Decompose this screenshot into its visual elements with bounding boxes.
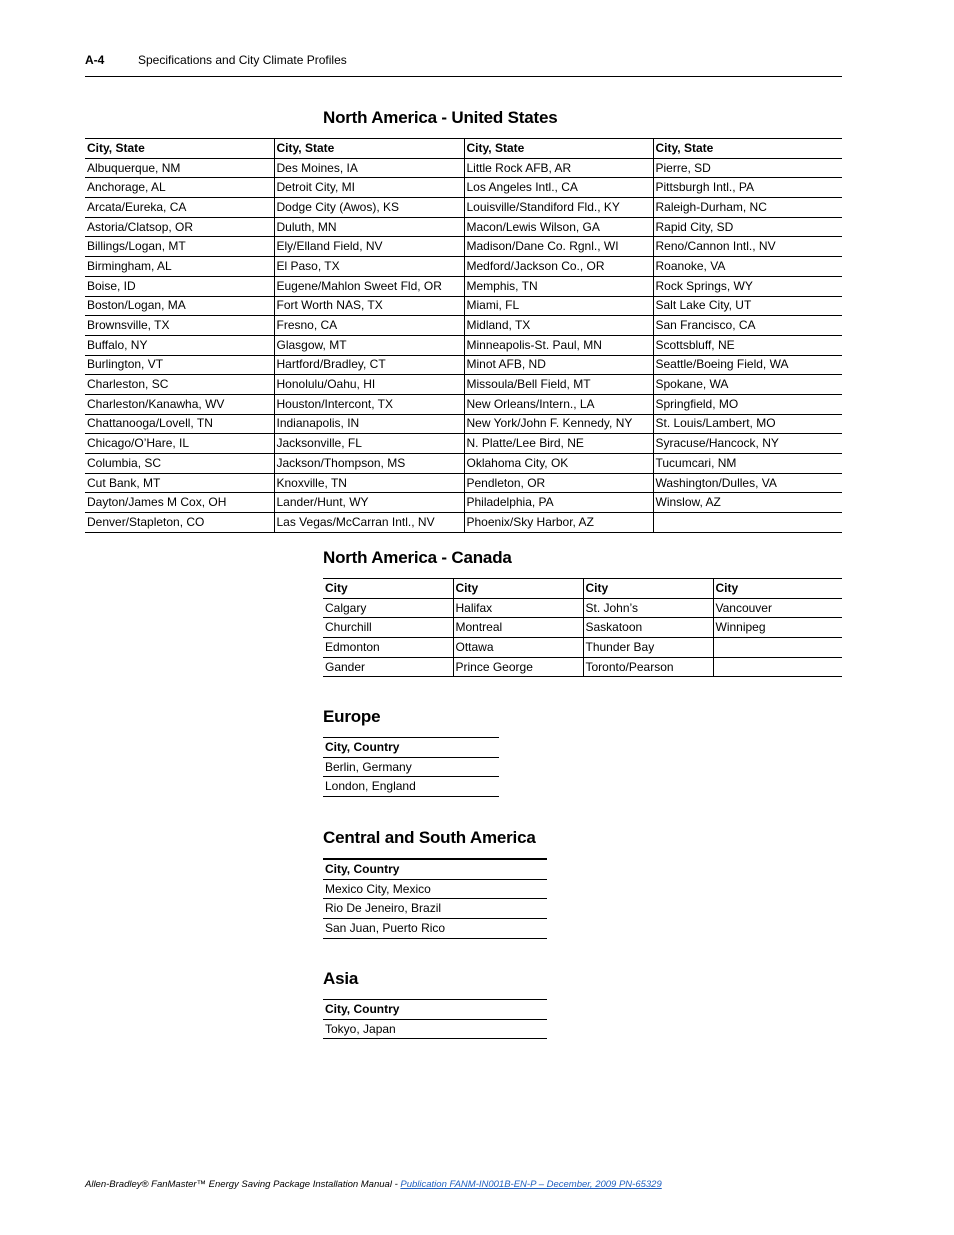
table-cell: Indianapolis, IN: [274, 414, 464, 434]
table-row: [85, 158, 842, 178]
canada-cities-table: [323, 578, 842, 677]
table-cell: Scottsbluff, NE: [653, 335, 842, 355]
table-cell: Los Angeles Intl., CA: [464, 178, 653, 198]
table-row: [323, 899, 547, 919]
table-row: [85, 276, 842, 296]
table-row: [323, 757, 499, 777]
table-cell: Louisville/Standiford Fld., KY: [464, 198, 653, 218]
table-row: [323, 598, 842, 618]
table-cell: Seattle/Boeing Field, WA: [653, 355, 842, 375]
table-row: [323, 1019, 547, 1039]
table-cell: Mexico City, Mexico: [323, 879, 547, 899]
table-cell: Raleigh-Durham, NC: [653, 198, 842, 218]
table-cell: Winslow, AZ: [653, 493, 842, 513]
table-cell: New Orleans/Intern., LA: [464, 394, 653, 414]
table-cell: Minot AFB, ND: [464, 355, 653, 375]
table-cell: Chattanooga/Lovell, TN: [85, 414, 274, 434]
table-row: [323, 657, 842, 677]
table-cell: Jacksonville, FL: [274, 434, 464, 454]
table-row: [323, 879, 547, 899]
table-cell: Dodge City (Awos), KS: [274, 198, 464, 218]
table-cell: Macon/Lewis Wilson, GA: [464, 217, 653, 237]
column-header: City, Country: [323, 738, 499, 758]
table-cell: Pendleton, OR: [464, 473, 653, 493]
table-cell: Charleston/Kanawha, WV: [85, 394, 274, 414]
table-cell: Anchorage, AL: [85, 178, 274, 198]
table-cell: Cut Bank, MT: [85, 473, 274, 493]
europe-cities-table: [323, 737, 499, 797]
table-header-row: [323, 859, 547, 879]
table-cell: San Juan, Puerto Rico: [323, 919, 547, 939]
table-cell: Pittsburgh Intl., PA: [653, 178, 842, 198]
europe-heading: Europe: [323, 707, 381, 726]
table-cell: Vancouver: [713, 598, 842, 618]
column-header: City: [713, 579, 842, 599]
table-cell: Ely/Elland Field, NV: [274, 237, 464, 257]
table-row: [85, 493, 842, 513]
table-cell: [713, 657, 842, 677]
table-row: [323, 919, 547, 939]
asia-heading: Asia: [323, 969, 359, 988]
table-row: [85, 316, 842, 336]
footer-text: Allen-Bradley® FanMaster™ Energy Saving Package Installation Manual -: [85, 1179, 401, 1190]
table-cell: Little Rock AFB, AR: [464, 158, 653, 178]
table-row: [323, 777, 499, 797]
table-cell: Pierre, SD: [653, 158, 842, 178]
column-header: City, Country: [323, 1000, 547, 1020]
table-cell: Spokane, WA: [653, 375, 842, 395]
table-cell: Minneapolis-St. Paul, MN: [464, 335, 653, 355]
table-cell: Columbia, SC: [85, 454, 274, 474]
table-cell: Washington/Dulles, VA: [653, 473, 842, 493]
table-header-row: [323, 579, 842, 599]
table-cell: Des Moines, IA: [274, 158, 464, 178]
table-row: [323, 618, 842, 638]
table-cell: Calgary: [323, 598, 453, 618]
table-row: [85, 198, 842, 218]
table-row: [85, 513, 842, 533]
table-row: [85, 454, 842, 474]
table-cell: Syracuse/Hancock, NY: [653, 434, 842, 454]
table-cell: [713, 638, 842, 658]
table-cell: Astoria/Clatsop, OR: [85, 217, 274, 237]
table-cell: Denver/Stapleton, CO: [85, 513, 274, 533]
table-cell: Rio De Jeneiro, Brazil: [323, 899, 547, 919]
table-cell: Salt Lake City, UT: [653, 296, 842, 316]
table-cell: Montreal: [453, 618, 583, 638]
column-header: City: [323, 579, 453, 599]
central-south-america-cities-table: [323, 858, 547, 939]
page-header: [85, 50, 842, 77]
table-row: [85, 394, 842, 414]
table-row: [85, 237, 842, 257]
section-title: Specifications and City Climate Profiles: [138, 53, 347, 67]
table-cell: Boston/Logan, MA: [85, 296, 274, 316]
column-header: City: [583, 579, 713, 599]
table-cell: Chicago/O’Hare, IL: [85, 434, 274, 454]
table-cell: Charleston, SC: [85, 375, 274, 395]
table-cell: Edmonton: [323, 638, 453, 658]
central-south-america-heading: Central and South America: [323, 828, 536, 847]
table-row: [85, 257, 842, 277]
table-row: [85, 355, 842, 375]
table-row: [85, 296, 842, 316]
us-heading: North America - United States: [323, 108, 558, 127]
table-cell: Billings/Logan, MT: [85, 237, 274, 257]
table-cell: Prince George: [453, 657, 583, 677]
table-cell: Hartford/Bradley, CT: [274, 355, 464, 375]
table-cell: Churchill: [323, 618, 453, 638]
table-cell: Gander: [323, 657, 453, 677]
table-cell: Philadelphia, PA: [464, 493, 653, 513]
table-cell: Midland, TX: [464, 316, 653, 336]
table-cell: Burlington, VT: [85, 355, 274, 375]
column-header: City, State: [274, 139, 464, 159]
table-cell: San Francisco, CA: [653, 316, 842, 336]
table-cell: Houston/Intercont, TX: [274, 394, 464, 414]
table-cell: Fort Worth NAS, TX: [274, 296, 464, 316]
table-cell: Duluth, MN: [274, 217, 464, 237]
table-cell: St. Louis/Lambert, MO: [653, 414, 842, 434]
publication-link[interactable]: Publication FANM-IN001B-EN-P – December, 2009 PN-65329: [400, 1179, 662, 1190]
table-cell: Medford/Jackson Co., OR: [464, 257, 653, 277]
column-header: City: [453, 579, 583, 599]
table-cell: Oklahoma City, OK: [464, 454, 653, 474]
table-cell: Eugene/Mahlon Sweet Fld, OR: [274, 276, 464, 296]
table-row: [85, 178, 842, 198]
table-cell: Honolulu/Oahu, HI: [274, 375, 464, 395]
table-cell: Glasgow, MT: [274, 335, 464, 355]
table-cell: El Paso, TX: [274, 257, 464, 277]
table-row: [85, 473, 842, 493]
table-row: [85, 217, 842, 237]
table-row: [85, 375, 842, 395]
table-cell: Springfield, MO: [653, 394, 842, 414]
table-cell: [653, 513, 842, 533]
table-cell: Miami, FL: [464, 296, 653, 316]
table-row: [85, 335, 842, 355]
table-cell: Fresno, CA: [274, 316, 464, 336]
table-cell: New York/John F. Kennedy, NY: [464, 414, 653, 434]
table-cell: Tucumcari, NM: [653, 454, 842, 474]
table-cell: Rapid City, SD: [653, 217, 842, 237]
table-cell: Berlin, Germany: [323, 757, 499, 777]
table-cell: Reno/Cannon Intl., NV: [653, 237, 842, 257]
table-cell: Arcata/Eureka, CA: [85, 198, 274, 218]
table-cell: Boise, ID: [85, 276, 274, 296]
table-cell: Knoxville, TN: [274, 473, 464, 493]
table-header-row: [323, 1000, 547, 1020]
table-header-row: [85, 139, 842, 159]
table-cell: Detroit City, MI: [274, 178, 464, 198]
us-cities-table: [85, 138, 842, 533]
table-cell: N. Platte/Lee Bird, NE: [464, 434, 653, 454]
table-cell: Ottawa: [453, 638, 583, 658]
table-row: [85, 434, 842, 454]
table-cell: Brownsville, TX: [85, 316, 274, 336]
column-header: City, State: [464, 139, 653, 159]
column-header: City, State: [653, 139, 842, 159]
page-footer: [85, 1179, 662, 1190]
asia-cities-table: [323, 999, 547, 1039]
table-cell: Toronto/Pearson: [583, 657, 713, 677]
table-cell: Phoenix/Sky Harbor, AZ: [464, 513, 653, 533]
table-cell: Jackson/Thompson, MS: [274, 454, 464, 474]
table-cell: Winnipeg: [713, 618, 842, 638]
table-cell: St. John’s: [583, 598, 713, 618]
table-cell: Rock Springs, WY: [653, 276, 842, 296]
table-cell: Lander/Hunt, WY: [274, 493, 464, 513]
table-cell: Missoula/Bell Field, MT: [464, 375, 653, 395]
table-cell: Halifax: [453, 598, 583, 618]
table-cell: Saskatoon: [583, 618, 713, 638]
table-cell: Tokyo, Japan: [323, 1019, 547, 1039]
column-header: City, Country: [323, 859, 547, 879]
column-header: City, State: [85, 139, 274, 159]
table-header-row: [323, 738, 499, 758]
table-row: [85, 414, 842, 434]
table-cell: Thunder Bay: [583, 638, 713, 658]
table-cell: Memphis, TN: [464, 276, 653, 296]
table-cell: Albuquerque, NM: [85, 158, 274, 178]
table-cell: Madison/Dane Co. Rgnl., WI: [464, 237, 653, 257]
table-cell: Roanoke, VA: [653, 257, 842, 277]
table-cell: London, England: [323, 777, 499, 797]
canada-heading: North America - Canada: [323, 548, 512, 567]
table-cell: Dayton/James M Cox, OH: [85, 493, 274, 513]
page-number: A-4: [85, 53, 105, 67]
table-row: [323, 638, 842, 658]
table-cell: Buffalo, NY: [85, 335, 274, 355]
table-cell: Las Vegas/McCarran Intl., NV: [274, 513, 464, 533]
table-cell: Birmingham, AL: [85, 257, 274, 277]
